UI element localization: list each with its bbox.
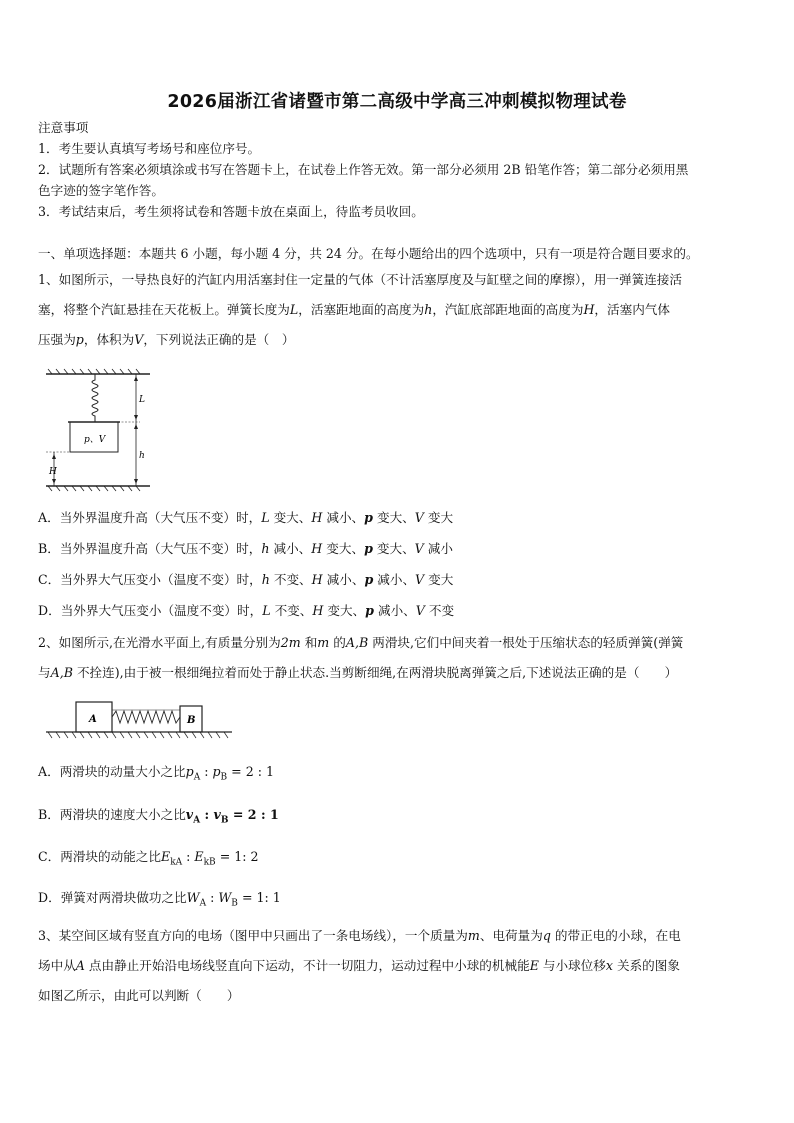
notice-item-1: 1．考生要认真填写考场号和座位序号。 <box>38 141 261 156</box>
notice-item-2-cont: 色字迹的签字笔作答。 <box>38 183 164 198</box>
q2-option-a[interactable]: A．两滑块的动量大小之比$p_A$ : $p_B = 2$ : 1 <box>38 764 274 783</box>
q2-option-d[interactable]: D．弹簧对两滑块做功之比$W_A$ : $W_B = 1$: 1 <box>38 890 281 909</box>
q2-line-1: 2、如图所示,在光滑水平面上,有质量分别为2m 和m 的A,B 两滑块,它们中间夹着一根处于压缩状态的轻质弹簧(弹簧 <box>38 635 684 650</box>
label-A: A <box>89 714 97 725</box>
page-title: 2026届浙江省诸暨市第二高级中学高三冲刺模拟物理试卷 <box>167 92 627 112</box>
label-h: h <box>139 451 145 461</box>
label-L: L <box>139 395 145 405</box>
q1-option-b[interactable]: B．当外界温度升高（大气压不变）时，h 减小、H 变大、p 变大、V 减小 <box>38 541 453 556</box>
q1-line-1: 1、如图所示，一导热良好的汽缸内用活塞封住一定量的气体（不计活塞厚度及与缸壁之间的摩擦），用一弹簧连接活 <box>38 272 682 287</box>
q3-line-2: 场中从A 点由静止开始沿电场线竖直向下运动，不计一切阻力，运动过程中小球的机械能E 与小球位移x 关系的图象 <box>38 958 680 973</box>
notice-item-2: 2．试题所有答案必须填涂或书写在答题卡上，在试卷上作答无效。第一部分必须用 2B 铅笔作答；第二部分必须用黑 <box>38 162 689 177</box>
spring <box>112 711 180 723</box>
q1-line-2: 塞，将整个汽缸悬挂在天花板上。弹簧长度为L，活塞距地面的高度为h，汽缸底部距地面的高度为H，活塞内气体 <box>38 302 670 317</box>
q3-line-1: 3、某空间区域有竖直方向的电场（图甲中只画出了一条电场线），一个质量为m、电荷量为q 的带正电的小球，在电 <box>38 928 681 943</box>
q2-option-b[interactable]: B．两滑块的速度大小之比$v_A$ : $v_B = 2$ : 1 <box>38 807 279 826</box>
label-B: B <box>187 715 196 726</box>
q1-option-a[interactable]: A．当外界温度升高（大气压不变）时，L 变大、H 减小、p 变大、V 变大 <box>38 510 454 525</box>
label-p-v: p、V <box>84 435 106 445</box>
section-heading: 一、单项选择题：本题共 6 小题，每小题 4 分，共 24 分。在每小题给出的四个选项中，只有一项是符合题目要求的。 <box>38 246 699 261</box>
q3-line-3: 如图乙所示，由此可以判断（ ） <box>38 988 240 1003</box>
q2-option-c[interactable]: C．两滑块的动能之比$E_{kA}$ : $E_{kB} = 1$: 2 <box>38 849 259 868</box>
q2-blocks-figure <box>44 694 234 744</box>
q2-line-2: 与A,B 不拴连),由于被一根细绳拉着而处于静止状态.当剪断细绳,在两滑块脱离弹簧之后,下述说法正确的是（ ） <box>38 665 678 680</box>
q1-cylinder-figure <box>40 366 160 496</box>
q1-option-c[interactable]: C．当外界大气压变小（温度不变）时，h 不变、H 减小、p 减小、V 变大 <box>38 572 454 587</box>
notice-heading: 注意事项 <box>38 120 89 135</box>
notice-item-3: 3．考试结束后，考生须将试卷和答题卡放在桌面上，待监考员收回。 <box>38 204 424 219</box>
q1-option-d[interactable]: D．当外界大气压变小（温度不变）时，L 不变、H 变大、p 减小、V 不变 <box>38 603 455 618</box>
label-H: H <box>49 467 57 477</box>
q1-line-3: 压强为p，体积为V，下列说法正确的是（ ） <box>38 332 295 347</box>
